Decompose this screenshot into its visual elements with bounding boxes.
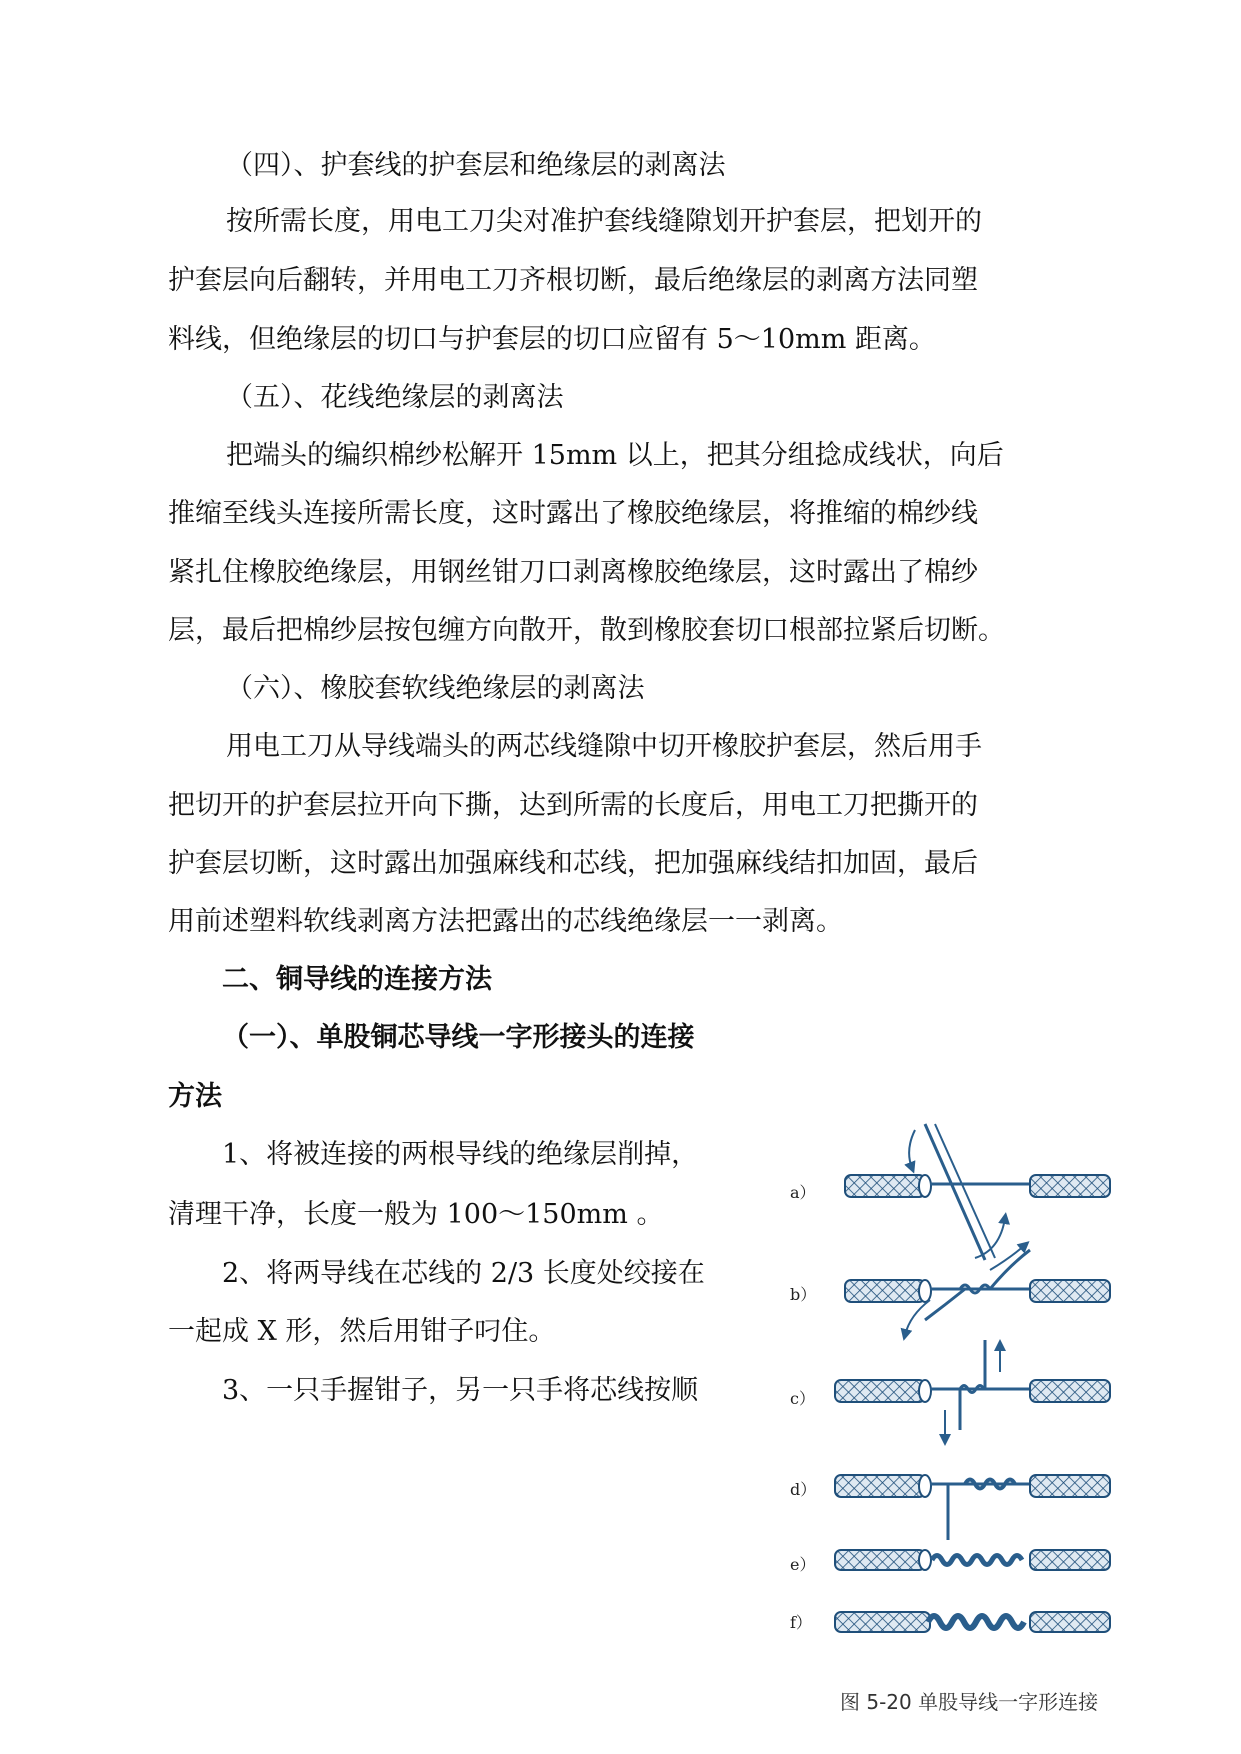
step-b-wires (845, 1245, 1110, 1335)
subsection1-heading-line1: （一）、单股铜芯导线一字形接头的连接 (222, 1022, 695, 1053)
step-e-wires (835, 1550, 1110, 1570)
figure-label-f: f） (790, 1613, 812, 1632)
chapter2-heading: 二、铜导线的连接方法 (222, 964, 492, 995)
section5-line-1: 把端头的编织棉纱松解开 15mm 以上，把其分组捻成线状，向后 (226, 440, 1004, 471)
step3-line1: 3、一只手握钳子，另一只手将芯线按顺 (222, 1375, 699, 1406)
section4-heading: （四）、护套线的护套层和绝缘层的剥离法 (226, 150, 726, 181)
step2-line1: 2、将两导线在芯线的 2/3 长度处绞接在 (222, 1258, 705, 1289)
step-c-wires (835, 1340, 1110, 1440)
figure-label-d: d） (790, 1480, 817, 1499)
section4-line-2: 护套层向后翻转，并用电工刀齐根切断，最后绝缘层的剥离方法同塑 (168, 265, 978, 296)
section6-line-3: 护套层切断，这时露出加强麻线和芯线，把加强麻线结扣加固，最后 (168, 848, 978, 879)
section6-line-1: 用电工刀从导线端头的两芯线缝隙中切开橡胶护套层，然后用手 (226, 731, 982, 762)
figure-caption: 图 5-20 单股导线一字形连接 (840, 1690, 1099, 1714)
section5-line-4: 层，最后把棉纱层按包缠方向散开，散到橡胶套切口根部拉紧后切断。 (168, 615, 1005, 646)
figure-label-b: b） (790, 1285, 817, 1304)
figure-label-a: a） (790, 1183, 816, 1202)
step2-line2: 一起成 X 形，然后用钳子叼住。 (168, 1316, 556, 1347)
step1-line2: 清理干净，长度一般为 100～150mm 。 (168, 1199, 664, 1230)
subsection1-heading-line2: 方法 (168, 1081, 222, 1112)
step-a-wires (845, 1124, 1110, 1260)
section5-line-3: 紧扎住橡胶绝缘层，用钢丝钳刀口剥离橡胶绝缘层，这时露出了棉纱 (168, 557, 978, 588)
section5-heading: （五）、花线绝缘层的剥离法 (226, 382, 564, 413)
section6-line-4: 用前述塑料软线剥离方法把露出的芯线绝缘层一一剥离。 (168, 906, 843, 937)
section4-line-3: 料线，但绝缘层的切口与护套层的切口应留有 5～10mm 距离。 (168, 324, 936, 355)
step-f-wires (835, 1612, 1110, 1632)
section4-line-1: 按所需长度，用电工刀尖对准护套线缝隙划开护套层，把划开的 (226, 206, 982, 237)
section6-line-2: 把切开的护套层拉开向下撕，达到所需的长度后，用电工刀把撕开的 (168, 790, 978, 821)
step1-line1: 1、将被连接的两根导线的绝缘层削掉， (222, 1139, 699, 1170)
section6-heading: （六）、橡胶套软线绝缘层的剥离法 (226, 673, 645, 704)
figure-label-e: e） (790, 1555, 816, 1574)
step-d-wires (835, 1475, 1110, 1540)
figure-label-c: c） (790, 1389, 815, 1408)
section5-line-2: 推缩至线头连接所需长度，这时露出了橡胶绝缘层，将推缩的棉纱线 (168, 498, 978, 529)
